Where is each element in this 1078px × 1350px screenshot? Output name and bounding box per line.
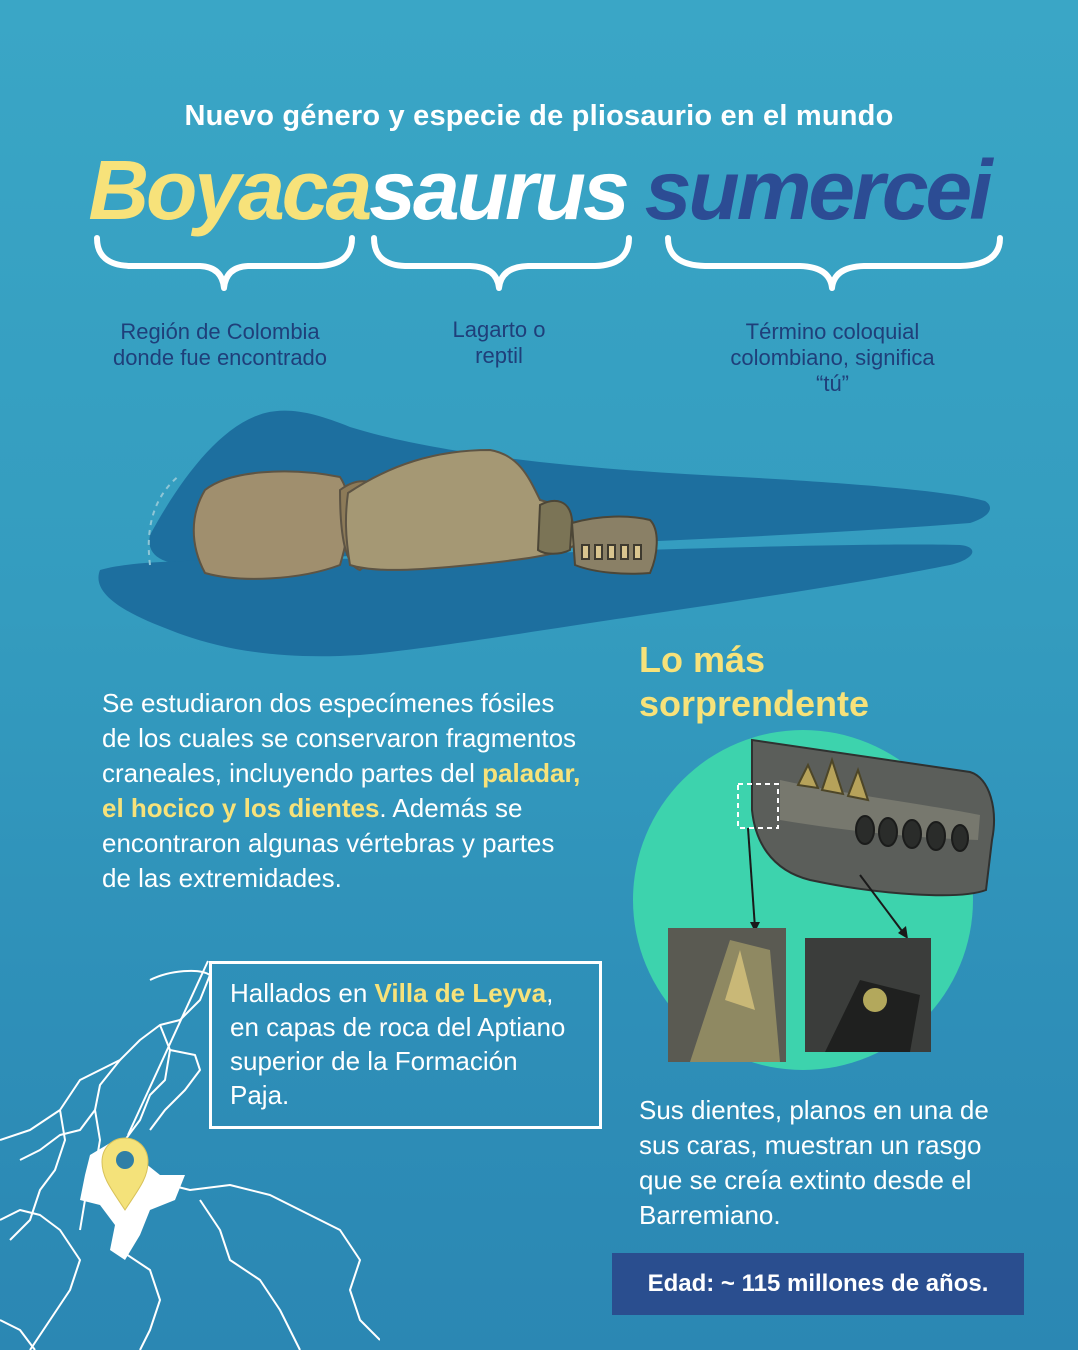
label-sumercei: Término coloquial colombiano, significa “tú” — [730, 319, 935, 396]
etymology-braces — [0, 230, 1078, 300]
label-boyaca: Región de Colombia donde fue encontrado — [112, 319, 328, 370]
description-text-1: Se estudiaron dos especímenes fósiles de los cuales se conservaron fragmentos craneales, incluyendo partes del — [102, 688, 577, 788]
description-highlight: paladar, el hocico y los dientes — [102, 758, 581, 823]
tooth-detail-photo-right — [805, 938, 931, 1052]
description-text-2: . Además se encontraron algunas vértebras y partes de las extremidades. — [102, 793, 555, 893]
title-genus-saurus: saurus — [369, 143, 627, 237]
species-title — [0, 140, 1078, 240]
description-paragraph — [102, 686, 582, 896]
map-border-north — [0, 971, 210, 1140]
label-saurus: Lagarto o reptil — [452, 317, 546, 368]
brace-boyaca — [97, 238, 352, 288]
brace-sumercei — [668, 238, 1000, 288]
map-pointer-line — [128, 961, 208, 1135]
teeth-illustration — [630, 720, 1050, 1080]
tooth-detail-photo-left — [668, 928, 786, 1062]
surprise-text: Sus dientes, planos en una de sus caras, muestran un rasgo que se creía extinto desde el Barremiano. — [639, 1095, 989, 1230]
jaw-fossil-photo — [752, 740, 994, 895]
location-highlight: Villa de Leyva — [374, 978, 547, 1008]
location-text-2: , en capas de roca del Aptiano superior de la Formación Paja. — [230, 978, 566, 1110]
location-info-box — [209, 961, 602, 1129]
subtitle: Nuevo género y especie de pliosaurio en el mundo — [184, 100, 894, 132]
surprise-heading-line2: sorprendente — [639, 683, 870, 724]
surprise-heading — [639, 638, 959, 726]
title-species-sumercei: sumercei — [644, 143, 990, 237]
age-badge: Edad: ~ 115 millones de años. — [612, 1253, 1024, 1315]
skull-silhouette-illustration — [90, 405, 1000, 665]
surprise-heading-line1: Lo más — [639, 639, 766, 680]
title-genus-boyaca: Boyaca — [88, 143, 370, 237]
location-text-1: Hallados en — [230, 978, 375, 1008]
brace-saurus — [374, 238, 629, 288]
